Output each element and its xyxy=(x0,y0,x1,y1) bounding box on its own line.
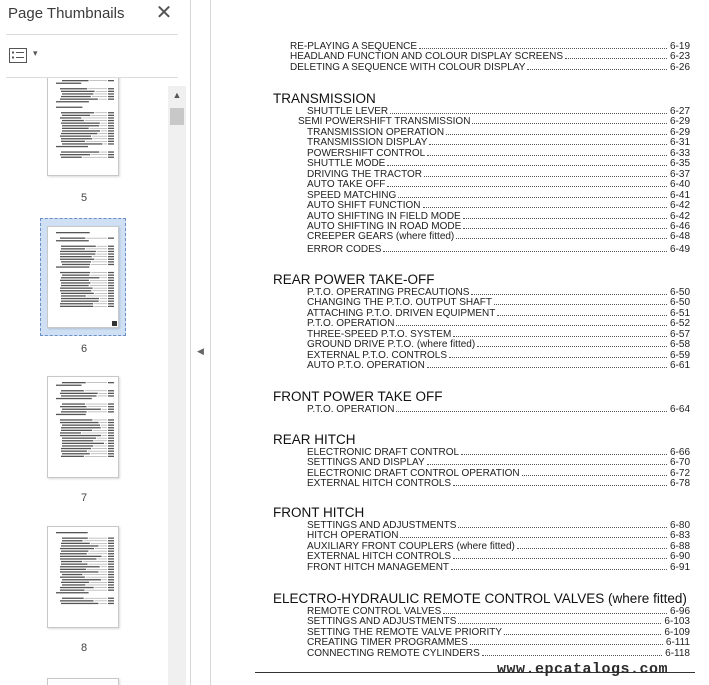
toc-entry-page: 6-49 xyxy=(669,244,690,256)
toc-dot-leader xyxy=(398,197,667,198)
toc-section-heading[interactable]: REAR POWER TAKE-OFF xyxy=(273,272,435,287)
toc-dot-leader xyxy=(456,238,667,239)
toc-entry-page: 6-31 xyxy=(669,137,690,149)
toc-entry-page: 6-29 xyxy=(669,126,690,138)
panel-splitter[interactable] xyxy=(191,0,211,685)
toc-dot-leader xyxy=(453,485,667,486)
toc-dot-leader xyxy=(400,537,667,538)
toc-entry-page: 6-88 xyxy=(669,540,690,552)
collapse-arrow-icon[interactable]: ◀ xyxy=(197,346,204,356)
toc-entry-title: SHUTTLE LEVER xyxy=(307,106,389,117)
toc-entry-title: SETTINGS AND ADJUSTMENTS xyxy=(307,520,457,531)
toc-entry[interactable] xyxy=(211,62,709,74)
toc-entry-title: AUTO SHIFTING IN FIELD MODE xyxy=(307,210,461,222)
toc-entry-title: P.T.O. OPERATING PRECAUTIONS xyxy=(307,287,470,298)
toc-entry-title: POWERSHIFT CONTROL xyxy=(307,147,426,159)
toc-dot-leader xyxy=(427,155,667,156)
toc-dot-leader xyxy=(446,134,667,135)
toc-entry-title: SETTINGS AND DISPLAY xyxy=(307,457,425,469)
toc-entry[interactable] xyxy=(211,360,709,372)
toc-entry-page: 6-58 xyxy=(669,339,690,351)
toc-entry-title: CREEPER GEARS (where fitted) xyxy=(307,231,455,243)
toc-entry-page: 6-57 xyxy=(669,328,690,340)
toc-entry-page: 6-33 xyxy=(669,147,690,159)
toc-dot-leader xyxy=(390,113,667,114)
toc-entry-page: 6-109 xyxy=(664,626,690,638)
toc-entry-title: SHUTTLE MODE xyxy=(307,158,386,170)
toc-dot-leader xyxy=(461,454,667,455)
toc-dot-leader xyxy=(419,48,667,49)
toc-dot-leader xyxy=(565,58,667,59)
toc-entry-page: 6-118 xyxy=(665,647,690,659)
toc-entry-page: 6-46 xyxy=(669,220,690,232)
thumbnail-page-number: 8 xyxy=(80,642,88,654)
toc-dot-leader xyxy=(443,613,667,614)
toc-section-heading[interactable]: FRONT POWER TAKE OFF xyxy=(273,389,443,404)
toc-entry-page: 6-66 xyxy=(669,447,690,458)
toc-entry-page: 6-80 xyxy=(669,520,690,531)
toc-entry-page: 6-23 xyxy=(669,51,690,63)
toc-dot-leader xyxy=(449,357,667,358)
toc-entry-page: 6-70 xyxy=(669,457,690,469)
toc-entry-title: ATTACHING P.T.O. DRIVEN EQUIPMENT xyxy=(307,307,496,319)
toc-dot-leader xyxy=(387,165,667,166)
toc-entry-page: 6-29 xyxy=(669,116,690,128)
toc-entry-title: AUTO TAKE OFF xyxy=(307,179,386,191)
thumbnail-page-number: 7 xyxy=(80,492,88,504)
toc-section-heading[interactable]: TRANSMISSION xyxy=(273,91,376,106)
toc-entry-title: CREATING TIMER PROGRAMMES xyxy=(307,637,468,649)
toc-entry-title: RE-PLAYING A SEQUENCE xyxy=(290,41,418,52)
toc-dot-leader xyxy=(522,475,667,476)
toc-entry-title: TRANSMISSION OPERATION xyxy=(307,126,445,138)
toc-dot-leader xyxy=(451,569,667,570)
toc-section-heading[interactable]: ELECTRO-HYDRAULIC REMOTE CONTROL VALVES (where fitted) xyxy=(273,591,687,606)
toc-dot-leader xyxy=(463,218,667,219)
toc-dot-leader xyxy=(423,207,667,208)
toc-entry-page: 6-96 xyxy=(669,606,690,617)
toc-dot-leader xyxy=(429,144,667,145)
panel-divider xyxy=(6,34,178,35)
thumbnail-scrollbar[interactable] xyxy=(168,86,186,685)
thumbnail-options-button[interactable] xyxy=(6,44,44,68)
toc-entry-title: SEMI POWERSHIFT TRANSMISSION xyxy=(298,116,471,128)
thumbnail-page-number: 6 xyxy=(80,343,88,355)
toc-entry[interactable] xyxy=(211,231,709,243)
toc-entry-title: EXTERNAL HITCH CONTROLS xyxy=(307,478,452,490)
scrollbar-thumb[interactable] xyxy=(170,108,184,125)
toc-entry-page: 6-26 xyxy=(669,61,690,73)
toc-entry-title: EXTERNAL HITCH CONTROLS xyxy=(307,551,452,563)
toc-dot-leader xyxy=(453,558,667,559)
thumbnails-panel xyxy=(0,0,191,685)
toc-dot-leader xyxy=(427,464,667,465)
toc-dot-leader xyxy=(477,346,667,347)
document-page xyxy=(211,0,709,685)
toc-entry-title: AUTO SHIFT FUNCTION xyxy=(307,200,421,212)
toc-entry-title: ERROR CODES xyxy=(307,244,382,256)
toc-dot-leader xyxy=(458,527,667,528)
toc-entry[interactable] xyxy=(211,648,709,660)
toc-entry-page: 6-35 xyxy=(669,158,690,170)
toc-entry[interactable] xyxy=(211,404,709,416)
toc-entry-title: DRIVING THE TRACTOR xyxy=(307,168,423,180)
toc-entry-title: ELECTRONIC DRAFT CONTROL xyxy=(307,447,460,458)
toc-entry-page: 6-50 xyxy=(669,287,690,298)
toc-dot-leader xyxy=(424,176,667,177)
toc-dot-leader xyxy=(396,411,667,412)
toc-entry-title: P.T.O. OPERATION xyxy=(307,318,395,330)
toc-dot-leader xyxy=(453,336,667,337)
toc-entry-page: 6-48 xyxy=(669,231,690,243)
toc-entry-title: HITCH OPERATION xyxy=(307,530,399,542)
toc-entry-page: 6-51 xyxy=(669,307,690,319)
toc-entry-title: SPEED MATCHING xyxy=(307,189,397,201)
toc-entry-page: 6-40 xyxy=(669,179,690,191)
toc-entry-page: 6-37 xyxy=(669,168,690,180)
toc-entry-title: CHANGING THE P.T.O. OUTPUT SHAFT xyxy=(307,297,493,309)
page-thumbnail-image xyxy=(47,526,119,628)
toc-entry-title: DELETING A SEQUENCE WITH COLOUR DISPLAY xyxy=(290,61,526,73)
toc-dot-leader xyxy=(494,304,667,305)
toc-entry-title: SETTING THE REMOTE VALVE PRIORITY xyxy=(307,626,503,638)
toc-entry-page: 6-41 xyxy=(669,189,690,201)
toc-entry-page: 6-91 xyxy=(669,561,690,573)
toc-entry-title: AUTO SHIFTING IN ROAD MODE xyxy=(307,220,462,232)
page-thumbnail-image xyxy=(47,226,119,328)
toc-entry-title: THREE-SPEED P.T.O. SYSTEM xyxy=(307,328,452,340)
toc-entry[interactable] xyxy=(211,478,709,490)
toc-entry-page: 6-42 xyxy=(669,200,690,212)
toc-entry[interactable] xyxy=(211,562,709,574)
toc-entry-page: 6-72 xyxy=(669,467,690,479)
toc-entry-page: 6-64 xyxy=(669,404,690,415)
toc-dot-leader xyxy=(427,367,667,368)
toc-dot-leader xyxy=(527,69,667,70)
toc-section-heading[interactable]: FRONT HITCH xyxy=(273,505,365,520)
page-thumbnail-image xyxy=(47,376,119,478)
close-panel-button[interactable] xyxy=(154,2,174,24)
toc-dot-leader xyxy=(504,634,661,635)
toc-dot-leader xyxy=(463,228,667,229)
thumbnail-page-number: 5 xyxy=(80,192,88,204)
toc-entry-title: AUXILIARY FRONT COUPLERS (where fitted) xyxy=(307,540,515,552)
toc-entry-title: P.T.O. OPERATION xyxy=(307,404,395,415)
toc-entry-page: 6-42 xyxy=(669,210,690,222)
toc-entry-title: REMOTE CONTROL VALVES xyxy=(307,606,442,617)
watermark-text: www.epcatalogs.com xyxy=(497,661,669,678)
toc-entry-page: 6-59 xyxy=(669,349,690,361)
toc-entry-page: 6-83 xyxy=(669,530,690,542)
thumbnail-list xyxy=(0,78,168,685)
chevron-down-icon: ▾ xyxy=(33,48,38,58)
toc-entry-title: SETTINGS AND ADJUSTMENTS xyxy=(307,616,457,628)
toc-entry-title: GROUND DRIVE P.T.O. (where fitted) xyxy=(307,339,476,351)
toc-entry-title: HEADLAND FUNCTION AND COLOUR DISPLAY SCREENS xyxy=(290,51,564,63)
toc-entry-title: TRANSMISSION DISPLAY xyxy=(307,137,428,149)
chevron-up-icon: ▲ xyxy=(172,90,182,100)
toc-dot-leader xyxy=(472,123,667,124)
toc-entry-page: 6-103 xyxy=(664,616,690,628)
toc-entry-page: 6-111 xyxy=(665,637,690,649)
toc-dot-leader xyxy=(470,644,663,645)
toc-entry-title: AUTO P.T.O. OPERATION xyxy=(307,360,425,372)
toc-dot-leader xyxy=(471,294,667,295)
toc-dot-leader xyxy=(458,623,661,624)
toc-entry-title: EXTERNAL P.T.O. CONTROLS xyxy=(307,349,448,361)
toc-section-heading[interactable]: REAR HITCH xyxy=(273,432,356,447)
toc-entry-page: 6-52 xyxy=(669,318,690,330)
toc-dot-leader xyxy=(387,186,667,187)
page-thumbnail-image xyxy=(47,678,119,685)
toc-dot-leader xyxy=(396,325,667,326)
scroll-up-button[interactable] xyxy=(168,86,186,104)
list-view-icon xyxy=(9,48,27,63)
toc-entry-title: CONNECTING REMOTE CYLINDERS xyxy=(307,647,480,659)
close-icon: ✕ xyxy=(155,2,173,24)
toc-entry-page: 6-61 xyxy=(669,360,690,372)
toc-entry-page: 6-50 xyxy=(669,297,690,309)
page-thumbnail-image xyxy=(47,78,119,176)
toc-entry-page: 6-78 xyxy=(669,478,690,490)
toc-entry-page: 6-90 xyxy=(669,551,690,563)
toc-entry-title: FRONT HITCH MANAGEMENT xyxy=(307,561,450,573)
toc-entry[interactable] xyxy=(211,244,709,256)
toc-dot-leader xyxy=(482,655,662,656)
toc-dot-leader xyxy=(383,251,667,252)
toc-entry-page: 6-19 xyxy=(669,41,690,52)
toc-entry-title: ELECTRONIC DRAFT CONTROL OPERATION xyxy=(307,467,520,479)
toc-dot-leader xyxy=(517,548,667,549)
toc-entry-page: 6-27 xyxy=(669,106,690,117)
panel-title: Page Thumbnails xyxy=(8,5,125,22)
toc-dot-leader xyxy=(497,315,667,316)
